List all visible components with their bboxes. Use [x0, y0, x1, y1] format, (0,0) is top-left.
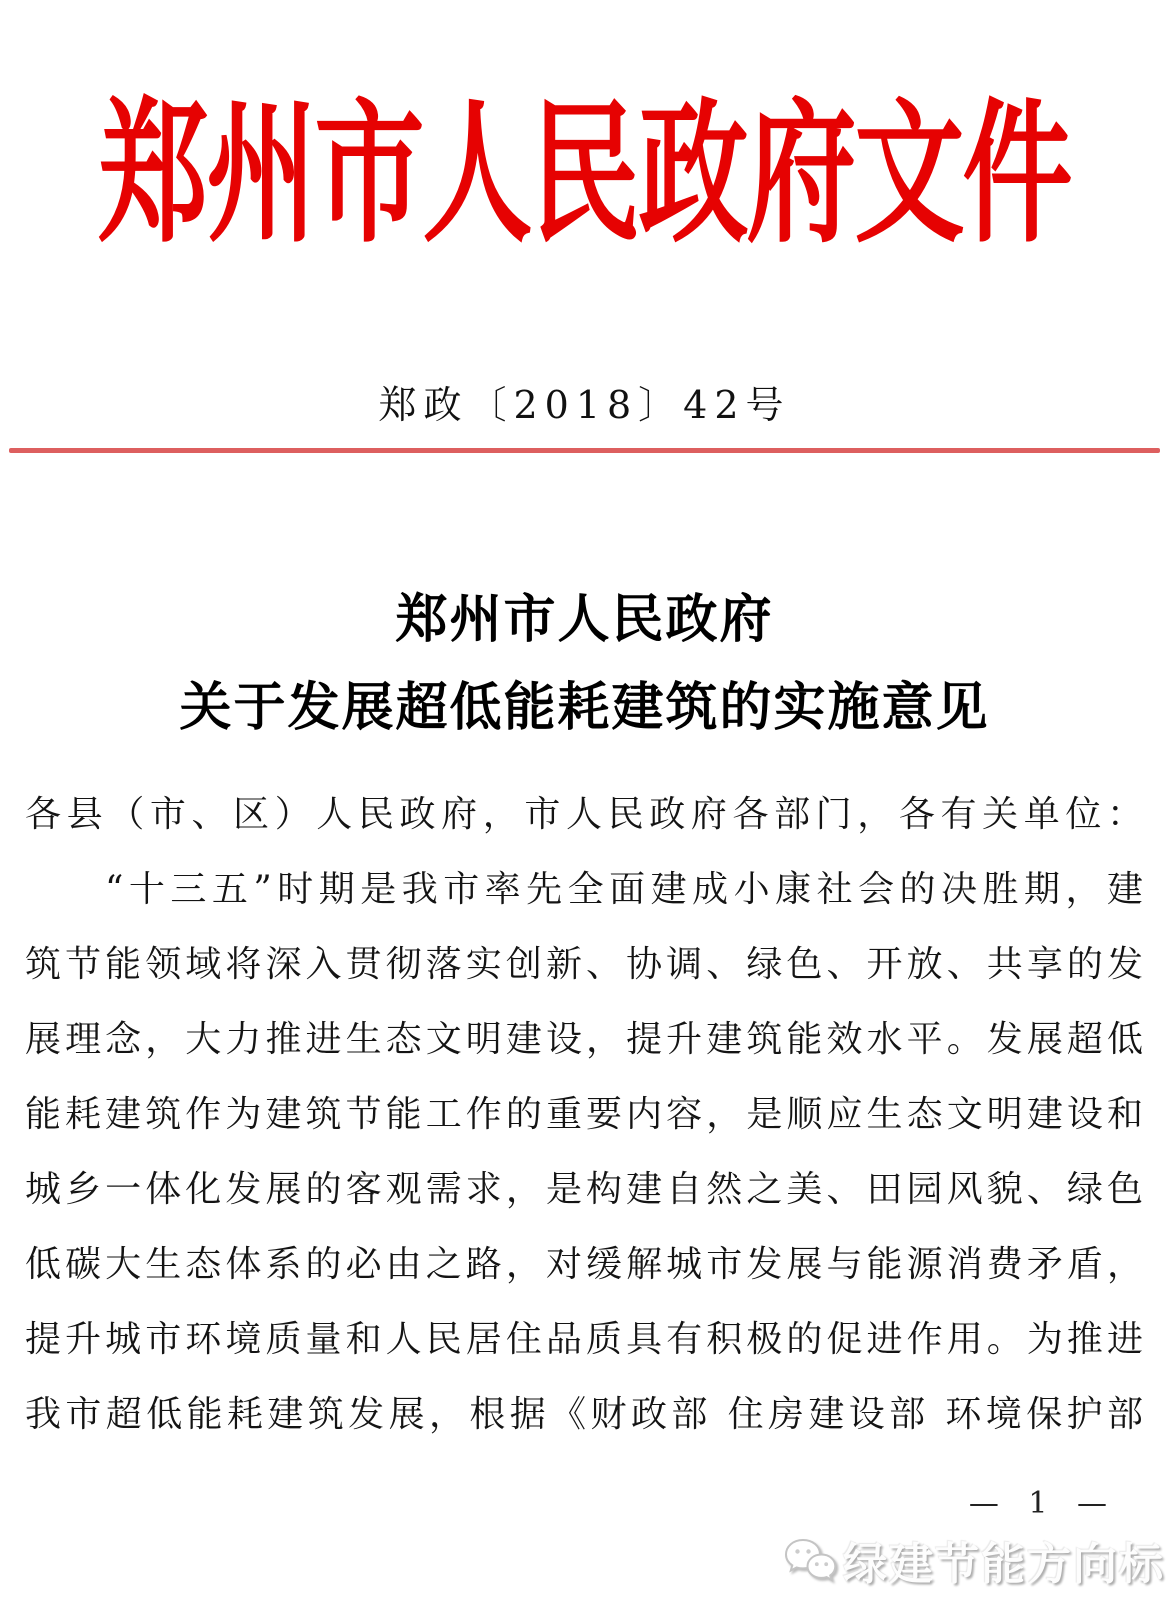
body-line: 低碳大生态体系的必由之路，对缓解城市发展与能源消费矛盾， — [25, 1244, 1143, 1285]
wechat-icon — [783, 1534, 837, 1586]
body-line: 我市超低能耗建筑发展，根据《财政部 住房建设部 环境保护部 — [25, 1394, 1143, 1435]
page-number: — 1 — — [968, 1486, 1117, 1521]
watermark-label: 绿建节能方向标 — [843, 1539, 1165, 1590]
body-line: 提升城市环境质量和人民居住品质具有积极的促进作用。为推进 — [25, 1319, 1143, 1360]
red-divider-rule — [9, 448, 1160, 453]
main-title — [0, 576, 1169, 752]
main-title-line2: 关于发展超低能耗建筑的实施意见 — [179, 677, 990, 738]
watermark — [783, 1528, 1165, 1592]
doc-number: 郑政〔2018〕42号 — [378, 383, 791, 427]
main-title-line1: 郑州市人民政府 — [395, 589, 774, 650]
body-line: “十三五”时期是我市率先全面建成小康社会的决胜期，建 — [105, 869, 1143, 910]
body-paragraph — [25, 777, 1143, 1452]
body-line: 城乡一体化发展的客观需求，是构建自然之美、田园风貌、绿色 — [25, 1169, 1143, 1210]
body-line: 能耗建筑作为建筑节能工作的重要内容，是顺应生态文明建设和 — [25, 1094, 1143, 1135]
body-line: 展理念，大力推进生态文明建设，提升建筑能效水平。发展超低 — [25, 1019, 1143, 1060]
body-line: 筑节能领域将深入贯彻落实创新、协调、绿色、开放、共享的发 — [25, 944, 1143, 985]
letterhead-title: 郑州市人民政府文件 — [98, 83, 1071, 264]
body-line: 各县（市、区）人民政府，市人民政府各部门，各有关单位： — [25, 794, 1143, 835]
